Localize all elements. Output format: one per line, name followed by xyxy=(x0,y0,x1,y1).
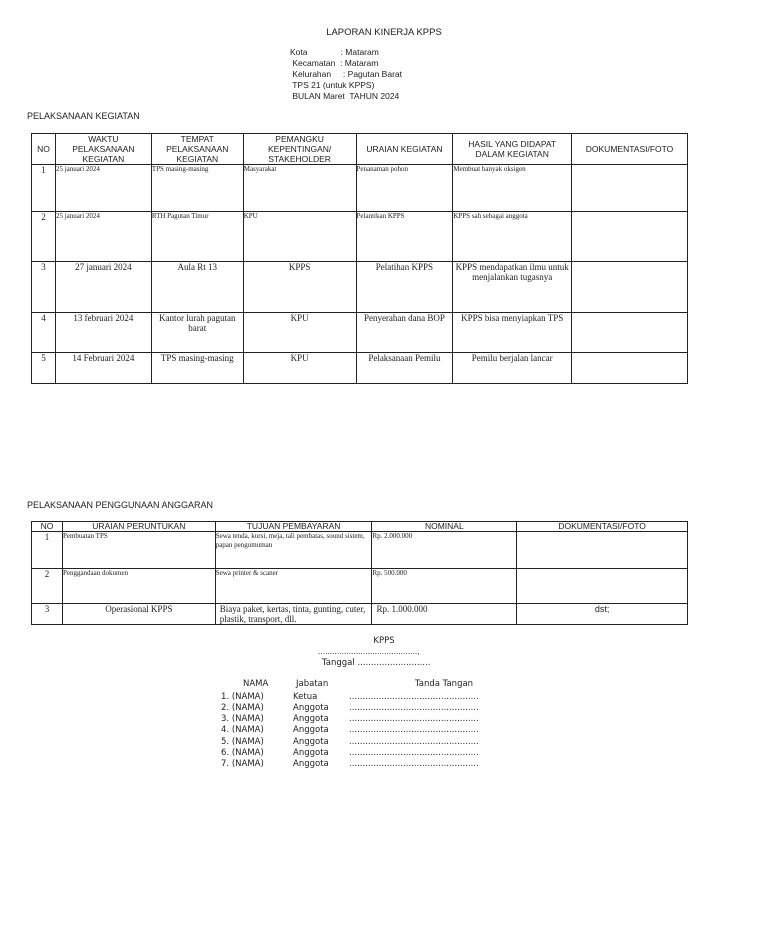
member-no: 7. xyxy=(221,759,230,769)
row-uraian: Pelaksanaan Pemilu xyxy=(356,353,453,384)
member-jabatan: Ketua xyxy=(293,692,318,702)
section-title-anggaran: PELAKSANAAN PENGGUNAAN ANGGARAN xyxy=(27,500,214,510)
table-row xyxy=(32,313,688,353)
row-tujuan: Sewa printer & scaner xyxy=(215,569,372,604)
list-item xyxy=(221,714,264,724)
row-pemangku: KPPS xyxy=(243,262,356,313)
list-item xyxy=(221,759,264,769)
row-hasil: Membuat banyak oksigen xyxy=(453,165,572,212)
list-item xyxy=(221,703,264,713)
header-nama: NAMA xyxy=(243,679,269,689)
member-ttd: ................................................ xyxy=(349,714,479,724)
member-no: 5. xyxy=(221,737,230,747)
row-tujuan: Biaya paket, kertas, tinta, gunting, cuter, plastik, transport, dll. xyxy=(215,604,372,625)
table-row xyxy=(32,353,688,384)
row-photo-cell xyxy=(572,212,688,262)
member-no: 3. xyxy=(221,714,230,724)
list-item xyxy=(221,692,264,702)
member-ttd: ................................................ xyxy=(349,703,479,713)
row-waktu: 13 februari 2024 xyxy=(55,313,151,353)
row-no: 1 xyxy=(32,532,63,569)
row-photo-cell xyxy=(517,532,688,569)
header-nominal: NOMINAL xyxy=(372,522,517,532)
row-hasil: KPPS bisa menyiapkan TPS xyxy=(453,313,572,353)
row-photo-cell xyxy=(572,353,688,384)
member-ttd: ................................................ xyxy=(349,748,479,758)
member-no: 4. xyxy=(221,725,230,735)
table-row xyxy=(32,262,688,313)
row-tempat: TPS masing-masing xyxy=(151,353,243,384)
row-no: 1 xyxy=(32,165,56,212)
member-jabatan: Anggota xyxy=(293,714,329,724)
row-no: 3 xyxy=(32,262,56,313)
member-nama: (NAMA) xyxy=(231,759,264,769)
member-nama: (NAMA) xyxy=(231,748,264,758)
table-row xyxy=(32,212,688,262)
header-uraian: URAIAN KEGIATAN xyxy=(356,134,453,165)
row-nominal: Rp. 2.000.000 xyxy=(372,532,517,569)
member-nama: (NAMA) xyxy=(231,714,264,724)
header-waktu: WAKTU PELAKSANAAN KEGIATAN xyxy=(55,134,151,165)
section-title-kegiatan: PELAKSANAAN KEGIATAN xyxy=(27,111,140,121)
signature-org: KPPS xyxy=(373,636,395,646)
row-no: 2 xyxy=(32,569,63,604)
row-tempat: Aula Rt 13 xyxy=(151,262,243,313)
header-hasil: HASIL YANG DIDAPAT DALAM KEGIATAN xyxy=(453,134,572,165)
row-waktu: 25 januari 2024 xyxy=(55,165,151,212)
anggaran-header-row xyxy=(32,522,688,532)
row-dokumentasi: dst; xyxy=(517,604,688,625)
row-hasil: Pemilu berjalan lancar xyxy=(453,353,572,384)
row-uraian: Penanaman pohon xyxy=(356,165,453,212)
member-ttd: ................................................ xyxy=(349,725,479,735)
member-ttd: ................................................ xyxy=(349,692,479,702)
header-no: NO xyxy=(32,134,56,165)
kegiatan-table xyxy=(31,133,688,384)
info-kota: Kota : Mataram xyxy=(290,47,379,57)
row-uraian: Penyerahan dana BOP xyxy=(356,313,453,353)
row-uraian: Pelantikan KPPS xyxy=(356,212,453,262)
list-item xyxy=(221,737,264,747)
member-jabatan: Anggota xyxy=(293,748,329,758)
header-tanda-tangan: Tanda Tangan xyxy=(415,679,474,689)
document-title: LAPORAN KINERJA KPPS xyxy=(326,27,442,38)
kegiatan-header-row xyxy=(32,134,688,165)
row-waktu: 14 Februari 2024 xyxy=(55,353,151,384)
report-info xyxy=(290,47,402,102)
row-hasil: KPPS mendapatkan ilmu untuk menjalankan tugasnya xyxy=(453,262,572,313)
table-row xyxy=(32,604,688,625)
row-tempat: RTH Pagutan Timur xyxy=(151,212,243,262)
row-photo-cell xyxy=(572,262,688,313)
member-jabatan: Anggota xyxy=(293,725,329,735)
list-item xyxy=(221,748,264,758)
row-uraian: Pembuatan TPS xyxy=(62,532,215,569)
signature-date-line: Tanggal ........................... xyxy=(322,658,431,668)
member-jabatan: Anggota xyxy=(293,703,329,713)
row-pemangku: KPU xyxy=(243,313,356,353)
row-tempat: TPS masing-masing xyxy=(151,165,243,212)
row-no: 5 xyxy=(32,353,56,384)
signature-place-line: .........................................., xyxy=(318,646,420,656)
info-tps: TPS 21 (untuk KPPS) xyxy=(290,80,375,90)
row-photo-cell xyxy=(517,569,688,604)
member-no: 2. xyxy=(221,703,230,713)
row-pemangku: KPU xyxy=(243,353,356,384)
row-pemangku: Masyarakat xyxy=(243,165,356,212)
header-uraian-peruntukan: URAIAN PERUNTUKAN xyxy=(62,522,215,532)
row-photo-cell xyxy=(572,165,688,212)
row-pemangku: KPU xyxy=(243,212,356,262)
header-tempat: TEMPAT PELAKSANAAN KEGIATAN xyxy=(151,134,243,165)
row-tujuan: Sewa tenda, kursi, meja, tali pembatas, sound sistem, papan pengumuman xyxy=(215,532,372,569)
table-row xyxy=(32,532,688,569)
header-pemangku: PEMANGKU KEPENTINGAN/ STAKEHOLDER xyxy=(243,134,356,165)
row-uraian: Operasional KPPS xyxy=(62,604,215,625)
member-nama: (NAMA) xyxy=(231,692,264,702)
list-item xyxy=(221,725,264,735)
header-dokumentasi: DOKUMENTASI/FOTO xyxy=(572,134,688,165)
row-photo-cell xyxy=(572,313,688,353)
row-tempat: Kantor lurah pagutan barat xyxy=(151,313,243,353)
row-uraian: Penggandaan dokumen xyxy=(62,569,215,604)
row-nominal: Rp. 1.000.000 xyxy=(372,604,517,625)
member-no: 1. xyxy=(221,692,230,702)
member-ttd: ................................................ xyxy=(349,759,479,769)
info-bulan: BULAN Maret TAHUN 2024 xyxy=(290,91,400,101)
table-row xyxy=(32,569,688,604)
header-tujuan-pembayaran: TUJUAN PEMBAYARAN xyxy=(215,522,372,532)
row-uraian: Pelatihan KPPS xyxy=(356,262,453,313)
table-row xyxy=(32,165,688,212)
info-kecamatan: Kecamatan : Mataram xyxy=(290,58,379,68)
member-nama: (NAMA) xyxy=(231,737,264,747)
header-dokumentasi: DOKUMENTASI/FOTO xyxy=(517,522,688,532)
row-hasil: KPPS sah sebagai anggota xyxy=(453,212,572,262)
row-waktu: 25 januari 2024 xyxy=(55,212,151,262)
member-jabatan: Anggota xyxy=(293,759,329,769)
anggaran-table xyxy=(31,521,688,625)
row-no: 3 xyxy=(32,604,63,625)
member-nama: (NAMA) xyxy=(231,703,264,713)
info-kelurahan: Kelurahan : Pagutan Barat xyxy=(290,69,402,79)
member-no: 6. xyxy=(221,748,230,758)
row-nominal: Rp. 500.000 xyxy=(372,569,517,604)
member-nama: (NAMA) xyxy=(231,725,264,735)
row-waktu: 27 januari 2024 xyxy=(55,262,151,313)
row-no: 2 xyxy=(32,212,56,262)
header-jabatan: Jabatan xyxy=(296,679,329,689)
member-jabatan: Anggota xyxy=(293,737,329,747)
row-no: 4 xyxy=(32,313,56,353)
header-no: NO xyxy=(32,522,63,532)
member-ttd: ................................................ xyxy=(349,737,479,747)
